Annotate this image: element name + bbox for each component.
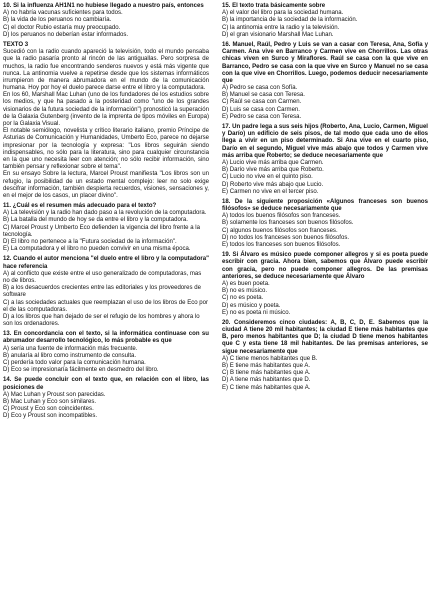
text-3-paragraph-2: En los 60, Marshall Mac Luhan (uno de los fundadores de los estudios sobre los medios, y que ha pasado a la posteridad como "uno de los grandes visionarios de la futura sociedad de la información") pronosticó la superación de la Galaxia Gutenberg (invento de la imprenta de tipos móviles en Europa) por la Galaxia Visual. xyxy=(3,92,209,127)
question-15-option-d: D) el gran visionario Marshall Mac Luhan. xyxy=(222,31,334,38)
question-16-head: 16. Manuel, Raúl, Pedro y Luis se van a casar con Teresa, Ana, Sofía y Carmen. Ana vive en Barranco y Carmen vive en Chorrillos. Las otras chicas viven en Surco y Miraflores. Raúl se casa con la que vive en Barranco, Pedro se casa con la que vive en Surco y Manuel no se casa con la que vive en Chorrillos. Luego, podemos deducir necesariamente que xyxy=(222,41,428,84)
question-14-option-b: B) Mac Luhan y Eco son similares. xyxy=(3,398,97,405)
question-17-option-d: D) Roberto vive más abajo que Lucio. xyxy=(222,181,324,188)
question-20-head: 20. Consideremos cinco ciudades: A, B, C, D, E. Sabemos que la ciudad A tiene 20 mil habitantes; la ciudad E tiene más habitantes que B, pero menos habitantes que D; la ciudad D tiene menos habitantes que C y esta tiene 18 mil habitantes. De las premisas anteriores, se sigue necesariamente que xyxy=(222,319,428,355)
question-15-option-b: B) la importancia de la sociedad de la información. xyxy=(222,17,358,24)
question-13-option-d: D) Eco se impresionaría fácilmente en desmedro del libro. xyxy=(3,367,159,374)
text-3-paragraph-4: En su ensayo Sobre la lectura, Marcel Proust manifiesta "Los libros son un refugio, la posibilidad de un estado mental complejo: leer no solo exige descifrar información, también despierta recuerdos, visiones, sensaciones y, en el mejor de los casos, un placer divino". xyxy=(3,171,209,199)
question-17-option-e: E) Carmen no vive en el tercer piso. xyxy=(222,188,319,195)
question-10-option-a: A) no habría vacunas suficientes para todos. xyxy=(3,10,123,17)
question-14-head: 14. Se puede concluir con el texto que, en relación con el libro, las posiciones de xyxy=(3,377,209,391)
question-10-head: 10. Si la influenza AH1N1 no hubiese llegado a nuestro país, entonces xyxy=(3,3,204,9)
question-12-option-c: C) a las sociedades actuales que reemplazan el uso de los libros de Eco por el de las computadoras. xyxy=(3,299,209,313)
question-16-option-d: D) Luis se casa con Carmen. xyxy=(222,106,300,113)
question-13-head: 13. En concordancia con el texto, si la informática continuase con su abrumador desarrollo tecnológico, lo más probable es que xyxy=(3,331,209,345)
question-14-option-d: D) Eco y Proust son incompatibles. xyxy=(3,413,98,420)
question-19-option-a: A) es buen poeta. xyxy=(222,280,270,287)
question-18-head: 18. De la siguiente proposición «Algunos franceses son buenos filósofos» se deduce necesariamente que xyxy=(222,198,428,213)
question-20-option-c: C) B tiene más habitantes que A. xyxy=(222,370,311,377)
question-18-option-a: A) todos los buenos filósofos son franceses. xyxy=(222,213,341,220)
question-17 xyxy=(222,124,428,196)
question-11 xyxy=(3,203,209,253)
question-10-option-b: B) la vida de los peruanos no cambiaría. xyxy=(3,17,112,24)
question-15-head: 15. El texto trata básicamente sobre xyxy=(222,3,326,9)
question-20-option-a: A) C tiene menos habitantes que B. xyxy=(222,355,318,362)
question-12-head: 12. Cuando el autor menciona "el duelo entre el libro y la computadora" hace referencia xyxy=(3,256,209,270)
question-17-option-c: C) Lucio no vive en el quinto piso. xyxy=(222,174,313,181)
question-20-option-e: E) C tiene más habitantes que A. xyxy=(222,384,311,391)
text-3 xyxy=(3,42,209,200)
question-14 xyxy=(3,377,209,420)
question-18-option-e: E) todos los franceses son buenos filósofos. xyxy=(222,242,341,248)
question-11-option-e: E) La computadora y el libro no pueden convivir en una misma época. xyxy=(3,246,191,253)
question-11-option-c: C) Marcel Proust y Umberto Eco defienden la vigencia del libro frente a la tecnología. xyxy=(3,224,200,238)
question-12 xyxy=(3,256,209,328)
question-18-option-d: D) no todos los franceses son buenos filósofos. xyxy=(222,234,350,241)
question-16 xyxy=(222,42,428,121)
question-10 xyxy=(3,3,209,39)
question-16-option-a: A) Pedro se casa con Sofía. xyxy=(222,85,298,92)
question-13 xyxy=(3,331,209,374)
question-18-option-b: B) solamente los franceses son buenos filósofos. xyxy=(222,220,354,227)
question-10-option-d: D) los peruanos no deberían estar informados. xyxy=(3,31,129,38)
question-11-head: 11. ¿Cuál es el resumen más adecuado para el texto? xyxy=(3,203,157,210)
question-16-option-e: E) Pedro se casa con Teresa. xyxy=(222,113,302,120)
question-18-option-c: C) algunos buenos filósofos son franceses. xyxy=(222,227,338,234)
question-20-option-d: D) A tiene más habitantes que D. xyxy=(222,377,311,384)
question-17-option-b: B) Darío vive más arriba que Roberto. xyxy=(222,167,324,174)
question-19-option-b: B) no es músico. xyxy=(222,288,268,295)
question-12-option-b: B) a los desacuerdos crecientes entre las editoriales y los proveedores de software xyxy=(3,285,201,299)
question-18 xyxy=(222,199,428,249)
question-19 xyxy=(222,252,428,317)
question-10-option-c: C) el doctor Rubio estaría muy preocupado. xyxy=(3,24,121,31)
question-20-option-b: B) E tiene más habitantes que A. xyxy=(222,363,311,369)
question-16-option-c: C) Raúl se casa con Carmen. xyxy=(222,99,302,106)
question-13-option-b: B) anularía al libro como instrumento de consulta. xyxy=(3,352,137,359)
question-13-option-c: C) perdería todo valor para la comunicación humana. xyxy=(3,360,146,366)
question-13-option-a: A) sería una fuente de información más frecuente. xyxy=(3,345,138,352)
text-3-paragraph-1: Sucedió con la radio cuando apareció la televisión, todo el mundo pensaba que la radio pasaría pronto al rincón de las antiguallas. Pero sorpresa de muchos, la radio fue encontrando senderos nuevos y está más vigente que nunca. La antinomia vuelve a repetirse desde que los sistemas informáticos irrumpieron de manera abrumadora en el mundo de la comunicación humana. Hoy por hoy el duelo parece darse entre el libro y la computadora. xyxy=(3,49,209,92)
question-19-option-d: D) es músico y poeta. xyxy=(222,302,281,309)
question-17-head: 17. Un padre lega a sus seis hijos (Roberto, Ana, Lucio, Carmen, Miguel y Darío) un edificio de seis pisos, de tal modo que cada uno de ellos llega a vivir en un piso determinado. Si Ana vive en el cuarto piso, Darío en el segundo, Miguel vive más abajo que todos y Carmen vive más arriba que Roberto; se deduce necesariamente que xyxy=(222,124,428,159)
question-11-option-a: A) La televisión y la radio han dado paso a la revolución de la computadora. xyxy=(3,210,207,217)
question-19-option-e: E) no es poeta ni músico. xyxy=(222,309,291,316)
question-14-option-c: C) Proust y Eco son coincidentes. xyxy=(3,406,94,413)
question-16-option-b: B) Manuel se casa con Teresa. xyxy=(222,92,305,99)
left-column xyxy=(3,3,209,424)
question-14-option-a: A) Mac Luhan y Proust son parecidas. xyxy=(3,391,106,398)
question-12-option-a: A) al conflicto que existe entre el uso generalizado de computadoras, mas no de libros. xyxy=(3,270,202,284)
question-17-option-a: A) Lucio vive más arriba que Carmen. xyxy=(222,159,324,166)
question-11-option-d: D) El libro no pertenece a la "Futura sociedad de la información". xyxy=(3,239,177,245)
question-20 xyxy=(222,320,428,392)
text-3-paragraph-3: El notable semiólogo, novelista y crítico literario italiano, premio Príncipe de Asturias de Comunicación y Humanidades, Umberto Eco, parece no dejarse impresionar por la tecnología y expresa: "Los libros seguirán siendo indispensables, no sólo para la literatura, sino para cualquier circunstancia en la que uno necesita leer con atención; no sólo recibir información, sino también pensar y reflexionar sobre el tema". xyxy=(3,128,209,171)
question-11-option-b: B) La batalla del mundo de hoy se da entre el libro y la computadora. xyxy=(3,217,188,224)
question-19-option-c: C) no es poeta. xyxy=(222,295,264,302)
right-column xyxy=(222,3,428,395)
text-3-title: TEXTO 3 xyxy=(3,41,29,48)
question-15-option-c: C) la antinomia entre la radio y la televisión. xyxy=(222,24,340,31)
question-12-option-d: D) a los libros que han dejado de ser el refugio de los hombres y ahora lo son los ordenadores. xyxy=(3,313,200,328)
question-19-head: 19. Si Álvaro es músico puede componer allegros y si es poeta puede escribir con gracia. Ahora bien, sabemos que Álvaro puede escribir con gracia, pero no puede componer allegros. De las premisas anteriores, se deduce necesariamente que Álvaro xyxy=(222,252,428,280)
question-15 xyxy=(222,3,428,39)
question-15-option-a: A) el valor del libro para la sociedad humana. xyxy=(222,10,344,17)
